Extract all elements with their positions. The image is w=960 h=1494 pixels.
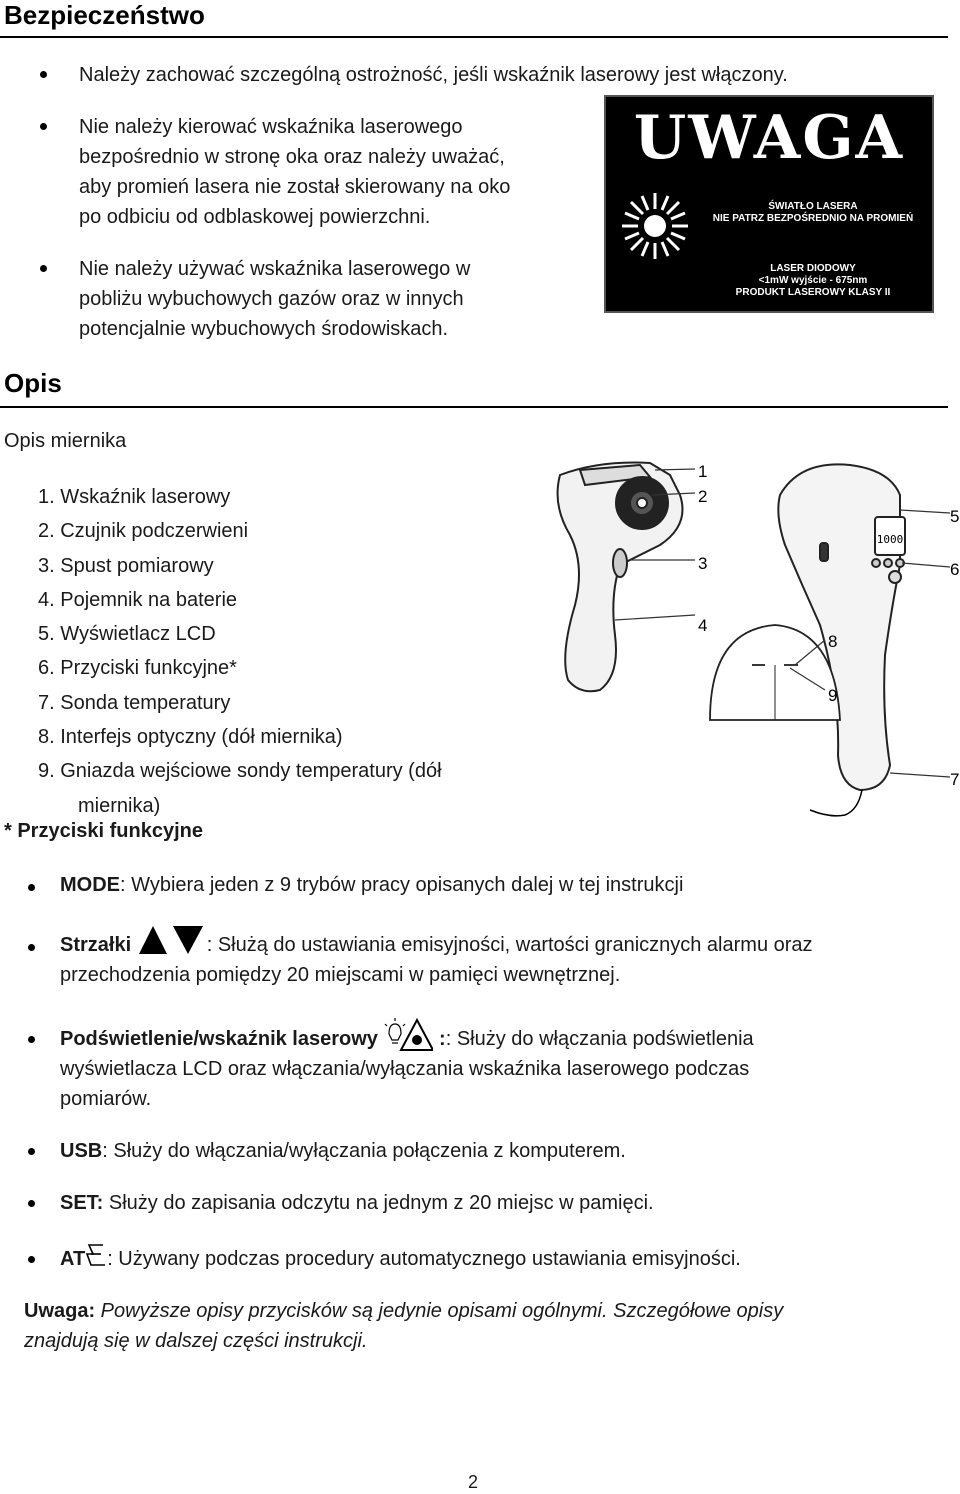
- up-down-arrows-icon: [139, 926, 205, 958]
- warning-line-3: LASER DIODOWY: [770, 263, 856, 274]
- colon: :: [439, 1028, 446, 1050]
- text-line: bezpośrednio w stronę oka oraz należy uważać,: [79, 146, 505, 168]
- backlight-laser-icon: [383, 1016, 433, 1052]
- func-arrows: [60, 930, 813, 990]
- list-item: 3. Spust pomiarowy: [38, 554, 214, 577]
- meter-bottom-view: [710, 625, 840, 720]
- bullet: [28, 1200, 35, 1207]
- warning-title: UWAGA: [633, 103, 905, 173]
- callout-5: 5: [950, 507, 960, 526]
- subheading-meter-description: Opis miernika: [4, 430, 127, 452]
- lcd-digits: 1000: [876, 533, 904, 546]
- section-heading-safety: Bezpieczeństwo: [4, 0, 205, 30]
- func-label: Strzałki: [60, 934, 132, 956]
- laser-starburst-icon: [620, 191, 690, 261]
- note: [24, 1296, 783, 1356]
- func-set: [60, 1188, 654, 1218]
- safety-bullet-1: Należy zachować szczególną ostrożność, jeśli wskaźnik laserowy jest włączony.: [79, 64, 788, 86]
- func-text: : Służą do ustawiania emisyjności, wartości granicznych alarmu oraz: [206, 934, 813, 956]
- callout-3: 3: [698, 554, 708, 573]
- func-text-cont: przechodzenia pomiędzy 20 miejscami w pamięci wewnętrznej.: [60, 964, 621, 986]
- warning-line-2: NIE PATRZ BEZPOŚREDNIO NA PROMIEŃ: [712, 213, 914, 224]
- list-item: 7. Sonda temperatury: [38, 691, 231, 714]
- footnote-function-buttons: * Przyciski funkcyjne: [4, 820, 203, 842]
- epsilon-script-icon: [85, 1242, 107, 1268]
- text-line: aby promień lasera nie został skierowany na oko: [79, 176, 511, 198]
- callout-8: 8: [828, 632, 838, 651]
- list-item: 6. Przyciski funkcyjne*: [38, 657, 237, 680]
- func-text: Służy do zapisania odczytu na jednym z 20 miejsc w pamięci.: [103, 1192, 654, 1214]
- note-text-cont: znajdują się w dalszej części instrukcji.: [24, 1330, 368, 1352]
- func-text-cont: pomiarów.: [60, 1088, 152, 1110]
- heading-rule: [0, 406, 948, 408]
- laser-warning-label: [604, 95, 934, 313]
- parts-list: [38, 480, 442, 823]
- text-line: Nie należy używać wskaźnika laserowego w: [79, 258, 471, 280]
- bullet: [40, 71, 47, 78]
- text-line: potencjalnie wybuchowych środowiskach.: [79, 318, 449, 340]
- list-item: 2. Czujnik podczerwieni: [38, 520, 249, 543]
- warning-line-1: ŚWIATŁO LASERA: [768, 201, 858, 212]
- callout-7: 7: [950, 770, 960, 789]
- func-text-cont: wyświetlacza LCD oraz włączania/wyłączania wskaźnika laserowego podczas: [60, 1058, 750, 1080]
- text-line: pobliżu wybuchowych gazów oraz w innych: [79, 288, 464, 310]
- list-item: 9. Gniazda wejściowe sondy temperatury (dół: [38, 760, 442, 783]
- note-label: Uwaga:: [24, 1300, 96, 1322]
- bullet: [28, 884, 35, 891]
- func-label: AT: [60, 1248, 86, 1270]
- safety-bullet-3: [79, 254, 599, 344]
- heading-rule: [0, 36, 948, 38]
- meter-side-view: [558, 463, 683, 692]
- warning-line-5: PRODUKT LASEROWY KLASY II: [735, 287, 891, 298]
- func-text: : Używany podczas procedury automatycznego ustawiania emisyjności.: [107, 1248, 741, 1270]
- callout-6: 6: [950, 560, 960, 579]
- list-item: 4. Pojemnik na baterie: [38, 588, 238, 611]
- list-item: 8. Interfejs optyczny (dół miernika): [38, 726, 343, 749]
- callout-4: 4: [698, 616, 708, 635]
- note-text: Powyższe opisy przycisków są jedynie opisami ogólnymi. Szczegółowe opisy: [95, 1300, 784, 1322]
- bullet: [40, 265, 47, 272]
- callout-1: 1: [698, 462, 708, 481]
- bullet: [28, 944, 35, 951]
- func-label: MODE: [60, 874, 120, 896]
- func-label: SET:: [60, 1192, 104, 1214]
- func-text: : Służy do włączania/wyłączania połączenia z komputerem.: [102, 1140, 626, 1162]
- func-text: : Wybiera jeden z 9 trybów pracy opisanych dalej w tej instrukcji: [120, 874, 684, 896]
- func-mode: [60, 870, 683, 900]
- section-heading-description: Opis: [4, 368, 62, 398]
- callout-9: 9: [828, 686, 838, 705]
- func-text: : Służy do włączania podświetlenia: [445, 1028, 754, 1050]
- safety-bullet-2: [79, 112, 599, 232]
- page-number: 2: [468, 1472, 479, 1492]
- meter-illustration: [540, 455, 960, 825]
- callout-2: 2: [698, 487, 708, 506]
- func-ate: [60, 1244, 741, 1274]
- func-label: USB: [60, 1140, 103, 1162]
- func-usb: [60, 1136, 626, 1166]
- bullet: [28, 1256, 35, 1263]
- bullet: [28, 1036, 35, 1043]
- bullet: [40, 123, 47, 130]
- bullet: [28, 1148, 35, 1155]
- func-backlight: [60, 1024, 754, 1114]
- text-line: Nie należy kierować wskaźnika laserowego: [79, 116, 463, 138]
- warning-line-4: <1mW wyjście - 675nm: [758, 275, 868, 286]
- func-label: Podświetlenie/wskaźnik laserowy: [60, 1028, 378, 1050]
- list-item: 1. Wskaźnik laserowy: [38, 486, 231, 508]
- text-line: po odbiciu od odblaskowej powierzchni.: [79, 206, 431, 228]
- list-item-continuation: miernika): [78, 794, 161, 817]
- list-item: 5. Wyświetlacz LCD: [38, 623, 216, 646]
